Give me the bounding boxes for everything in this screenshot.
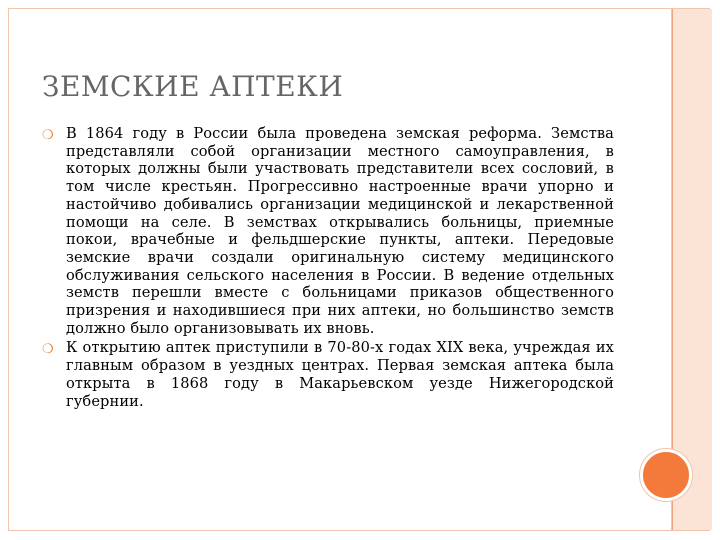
bullet-text: В 1864 году в России была проведена земская реформа. Земства представляли собой организации местного самоуправления, в которых должны были участвовать представители всех сословий, в том числе крестьян. Прогрессивно настроенные врачи упорно и настойчиво добивались организации медицинской и лекарственной помощи на селе. В земствах открывались больницы, приемные покои, врачебные и фельдшерские пункты, аптеки. Передовые земские врачи создали оригинальную систему медицинского обслуживания сельского населения в России. В ведение отдельных земств перешли вместе с больницами приказов общественного призрения и находившиеся при них аптеки, но большинство земств должно было организовывать их вновь.: [66, 125, 614, 337]
bullet-item: [42, 339, 614, 410]
bullet-circle-icon: ❍: [42, 128, 54, 143]
slide-content: [42, 125, 614, 410]
bullet-item: [42, 125, 614, 337]
decorative-circle: [640, 449, 692, 501]
bullet-text: К открытию аптек приступили в 70-80-х годах XIX века, учреждая их главным образом в уездных центрах. Первая земская аптека была открыта в 1868 году в Макарьевском уезде Нижегородской губернии.: [66, 339, 614, 410]
slide-title: ЗЕМСКИЕ АПТЕКИ: [42, 70, 344, 103]
bullet-circle-icon: ❍: [42, 342, 54, 358]
